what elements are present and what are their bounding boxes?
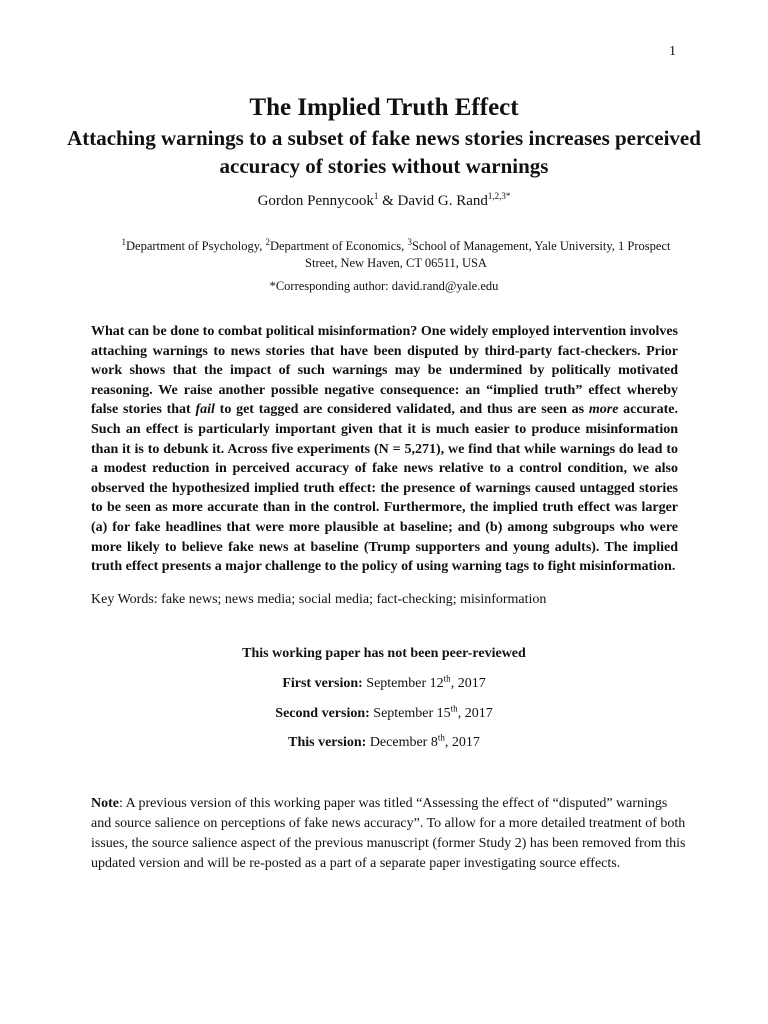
abstract-emphasis: more <box>588 402 619 418</box>
author-name: Gordon Pennycook <box>257 193 374 209</box>
author-affil-marker: 1 <box>373 191 379 201</box>
author-affil-marker: 1,2,3* <box>487 191 511 201</box>
version-line <box>0 673 768 692</box>
abstract <box>91 322 678 577</box>
affil-number: 1 <box>121 236 127 247</box>
keywords: Key Words: fake news; news media; social media; fact-checking; misinformation <box>91 592 547 607</box>
version-note <box>91 794 691 874</box>
version-label: This version: <box>288 735 367 750</box>
paper-subtitle: Attaching warnings to a subset of fake news stories increases perceived accuracy of stories without warnings <box>67 126 701 178</box>
page-number: 1 <box>669 44 676 59</box>
abstract-text: accurate. Such an effect is particularly important given that it is much easier to produce misinformation than it is to debunk it. Across five experiments (N = 5,271), we find that while warnings do lead to a modest reduction in perceived accuracy of fake news relative to a control condition, we also observed the hypothesized implied truth effect: the presence of warnings caused untagged stories to be seen as more accurate than in the control. Furthermore, the implied truth effect was larger (a) for fake headlines that were more plausible at baseline; and (b) among subgroups who were more likely to believe fake news at baseline (Trump supporters and young adults). The implied truth effect presents a major challenge to the policy of using warning tags to fight misinformation. <box>91 402 678 575</box>
affil-text: School of Management, Yale University, 1 Prospect Street, New Haven, CT 06511, USA <box>305 239 671 270</box>
note-text: : A previous version of this working paper was titled “Assessing the effect of “disputed” warnings and source salience on perceptions of fake news accuracy”. To allow for a more detailed treatment of both issues, the source salience aspect of the previous manuscript (former Study 2) has been removed from this updated version and will be re-posted as a part of a separate paper investigating source effects. <box>91 796 686 871</box>
abstract-emphasis: fail <box>195 402 215 418</box>
version-date-suffix: th <box>443 673 451 684</box>
author-name: David G. Rand <box>397 193 488 209</box>
version-year: , 2017 <box>450 676 486 691</box>
note-label: Note <box>91 796 119 811</box>
affil-number: 3 <box>407 236 412 247</box>
version-label: First version: <box>282 676 363 691</box>
affil-text: Department of Economics, <box>269 239 408 253</box>
affiliations <box>108 238 684 272</box>
corresponding-author: *Corresponding author: david.rand@yale.edu <box>269 279 499 293</box>
version-date: September 12 <box>362 676 444 691</box>
affil-number: 2 <box>265 236 270 247</box>
title-block <box>60 92 708 180</box>
author-line <box>0 193 768 210</box>
abstract-text: to get tagged are considered validated, and thus are seen as <box>214 402 589 418</box>
version-line <box>0 732 768 751</box>
version-date: September 15 <box>369 706 451 721</box>
affil-text: Department of Psychology, <box>126 239 266 253</box>
version-date-suffix: th <box>450 703 458 714</box>
working-paper-notice: This working paper has not been peer-reviewed <box>242 646 526 661</box>
abstract-text: What can be done to combat political misinformation? One widely employed intervention involves attaching warnings to news stories that have been disputed by third-party fact-checkers. Prior work shows that the impact of such warnings may be undermined by politically motivated reasoning. We raise another possible negative consequence: an “implied truth” effect whereby false stories that <box>91 324 678 418</box>
version-year: , 2017 <box>444 735 480 750</box>
author-connector: & <box>378 193 398 209</box>
version-date-suffix: th <box>437 732 445 743</box>
version-year: , 2017 <box>457 706 493 721</box>
version-label: Second version: <box>275 706 370 721</box>
version-line <box>0 703 768 722</box>
paper-title: The Implied Truth Effect <box>249 94 519 121</box>
version-date: December 8 <box>366 735 438 750</box>
